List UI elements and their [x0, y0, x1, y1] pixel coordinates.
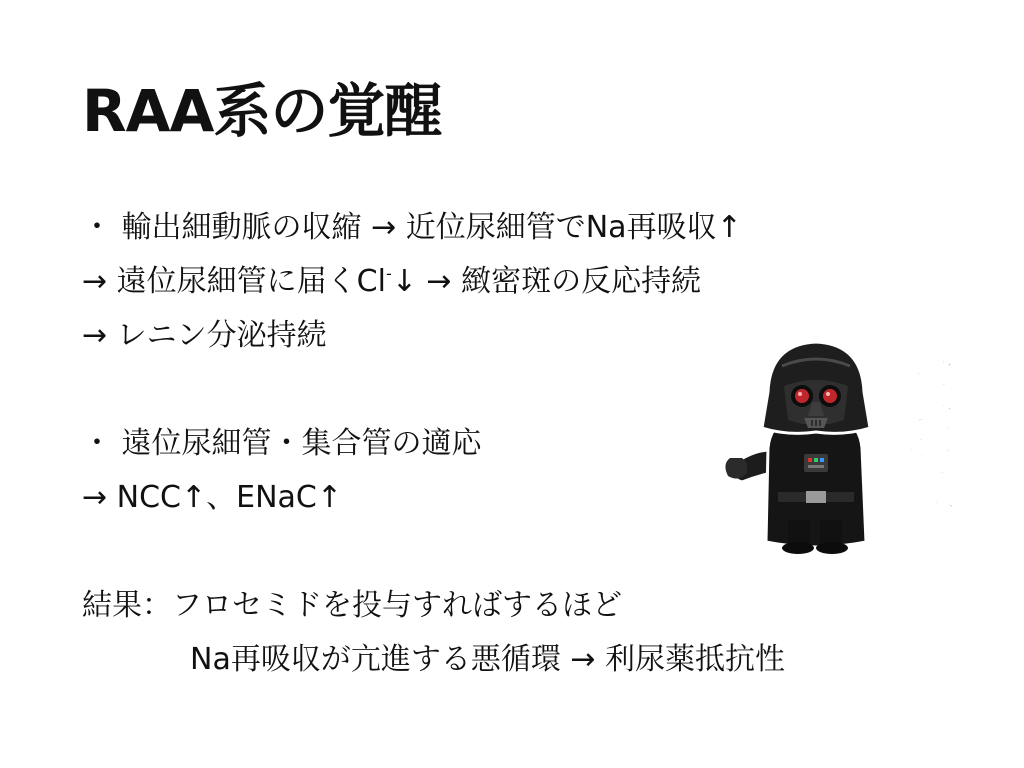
line-2-text-before: → 遠位尿細管に届くCl: [82, 264, 386, 299]
caption-line-1: ダークサイドへ: [929, 358, 955, 512]
vader-figure: [725, 342, 870, 554]
line-2-text-after: ↓ → 緻密斑の反応持続: [391, 264, 702, 299]
darth-vader-sticker: [720, 336, 970, 562]
chloride-charge-superscript: -: [385, 264, 392, 283]
darth-vader-icon: [720, 336, 970, 562]
bullet-line-1: ・ 輸出細動脈の収縮 → 近位尿細管でNa再吸収↑: [82, 210, 742, 245]
result-line-1: 結果：フロセミドを投与すればするほど: [82, 588, 622, 623]
slide-title: RAA系の覚醒: [82, 77, 442, 145]
result-line-2: Na再吸収が亢進する悪循環 → 利尿薬抵抗性: [190, 642, 786, 677]
bullet-line-4: ・ 遠位尿細管・集合管の適応: [82, 426, 482, 461]
bullet-line-2: [82, 262, 701, 302]
bullet-line-5: → NCC↑、ENaC↑: [82, 480, 343, 515]
caption-line-2: ようこそ: [903, 370, 929, 458]
sticker-caption: [904, 358, 955, 512]
bullet-line-3: → レニン分泌持続: [82, 318, 327, 353]
